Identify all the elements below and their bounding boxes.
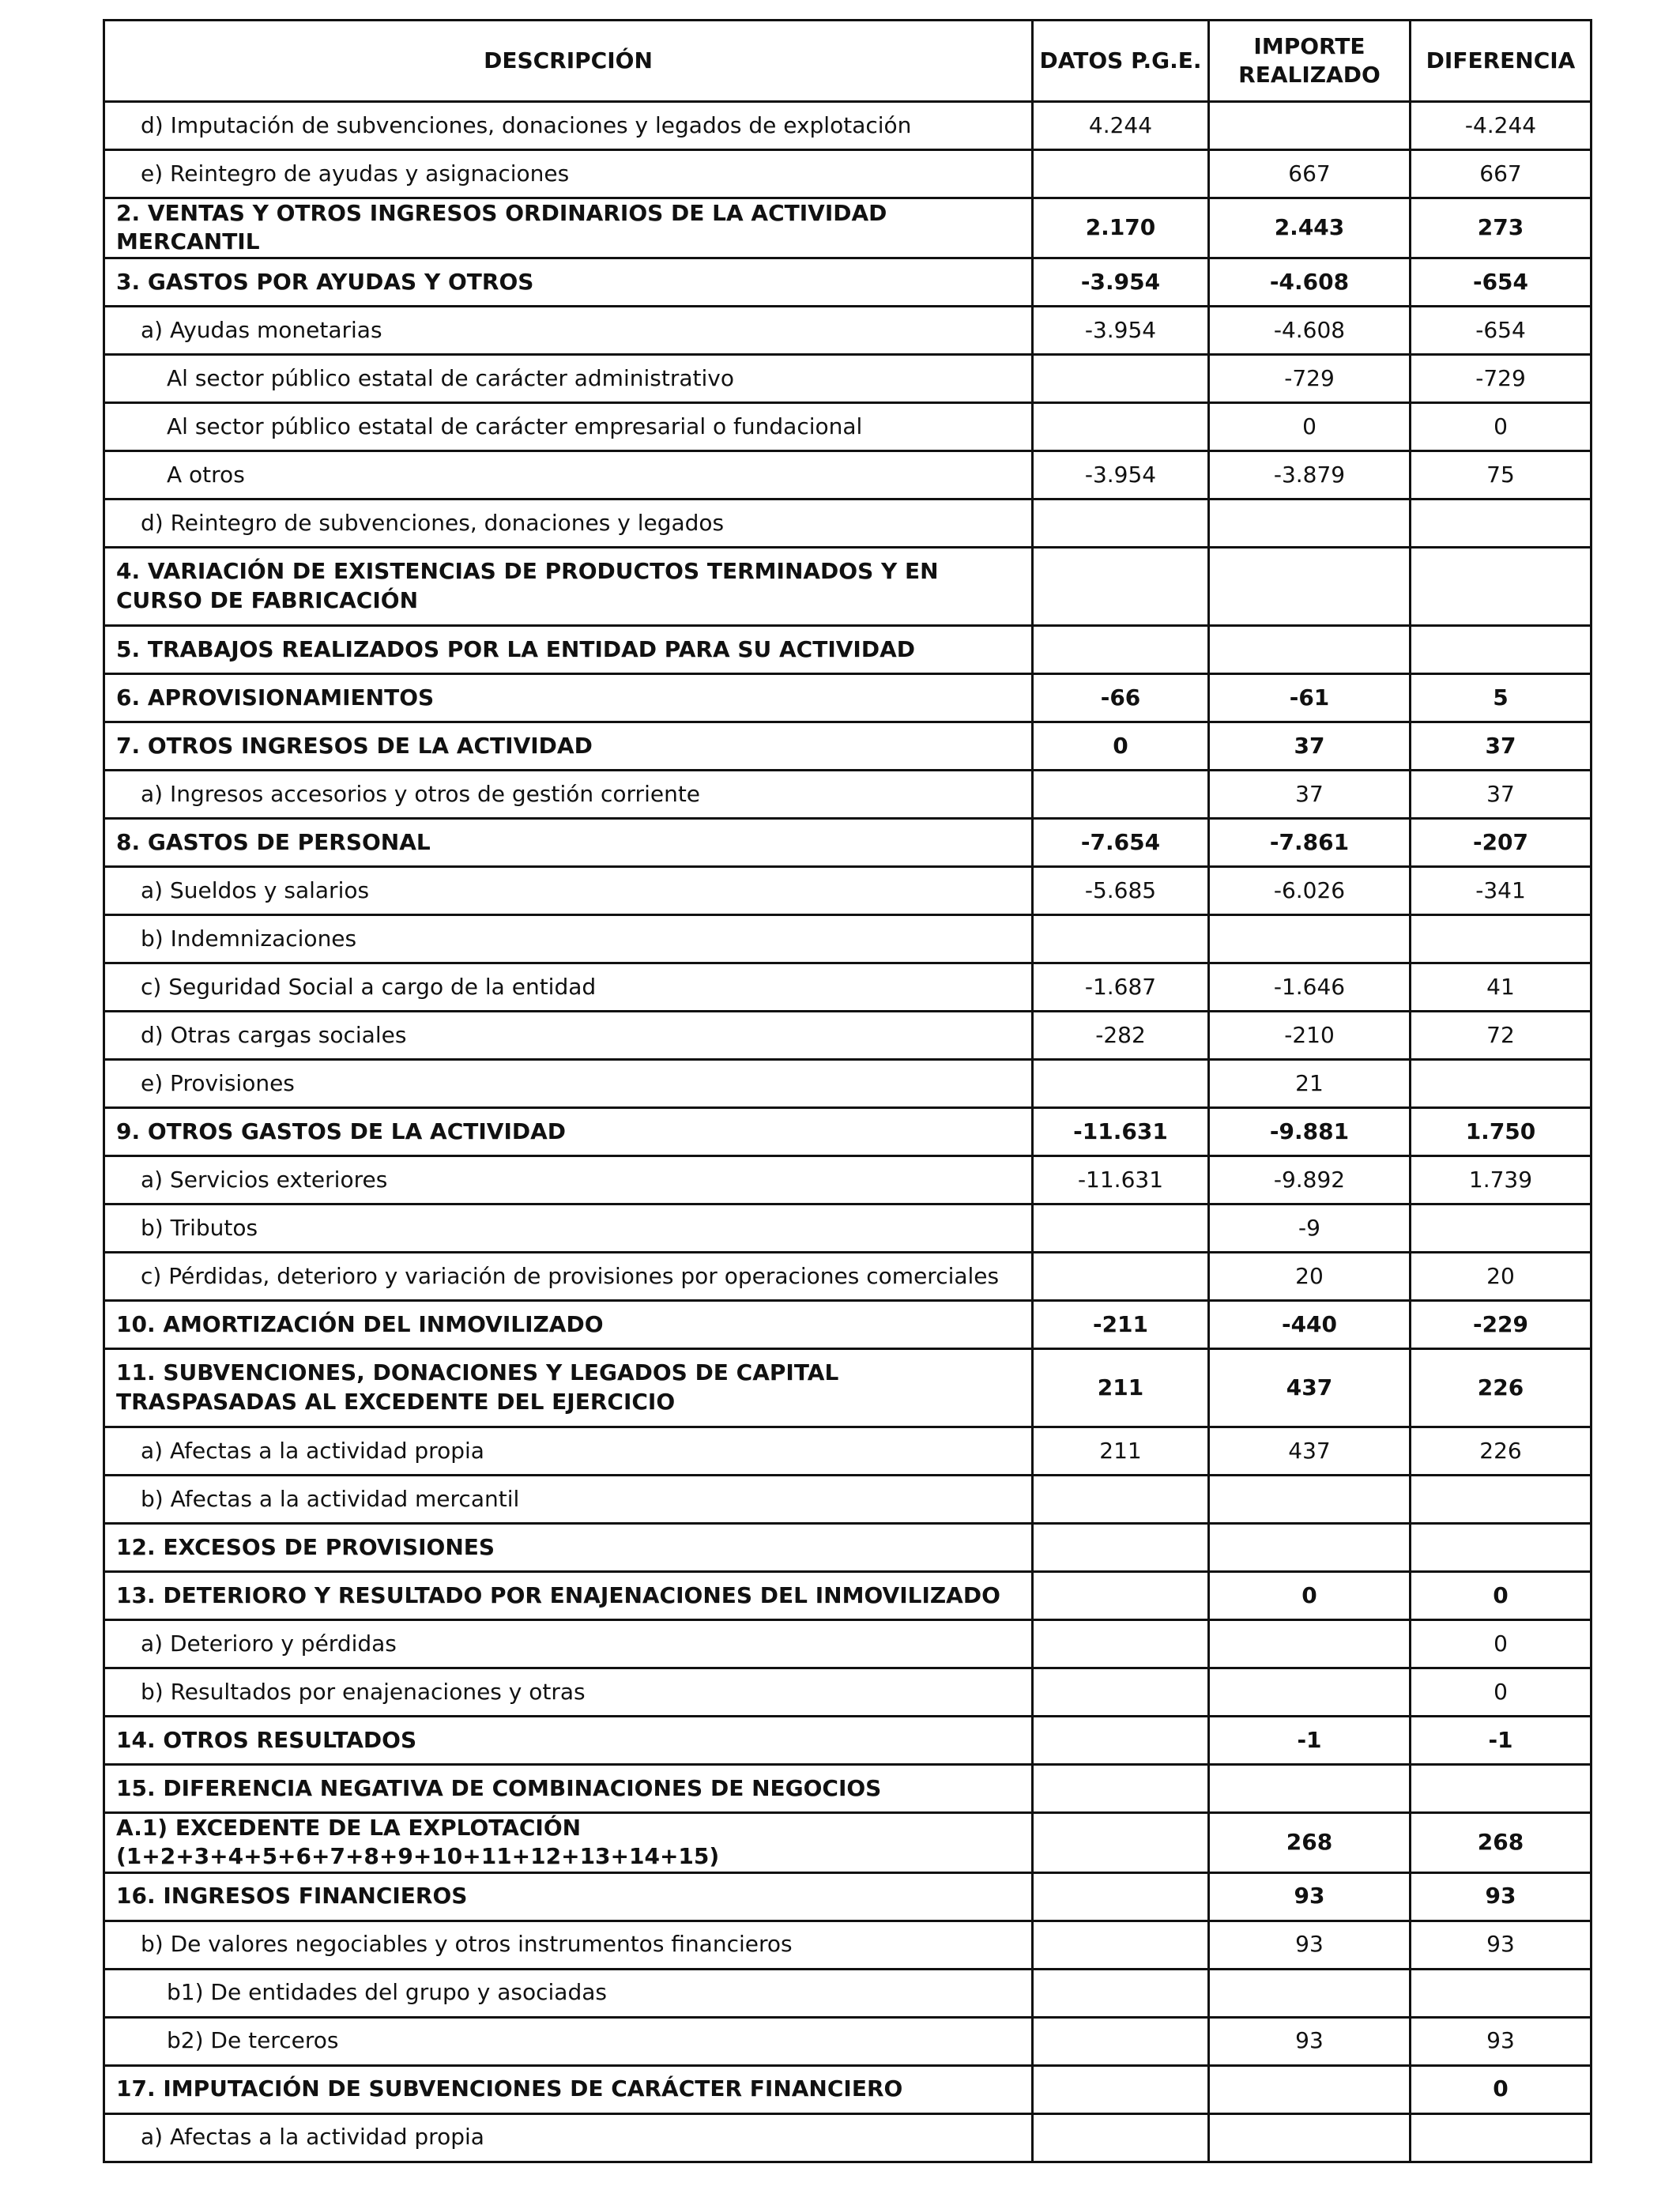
row-datos-pge xyxy=(1033,1716,1209,1764)
row-importe-realizado xyxy=(1209,547,1411,625)
row-diferencia: 75 xyxy=(1411,450,1591,499)
table-row xyxy=(104,306,1591,354)
table-row xyxy=(104,722,1591,770)
row-diferencia: 0 xyxy=(1411,2065,1591,2113)
row-importe-realizado: -9 xyxy=(1209,1204,1411,1252)
row-datos-pge xyxy=(1033,1764,1209,1812)
row-datos-pge xyxy=(1033,770,1209,818)
row-importe-realizado: -9.892 xyxy=(1209,1155,1411,1204)
row-diferencia: 37 xyxy=(1411,770,1591,818)
row-datos-pge xyxy=(1033,150,1209,198)
row-importe-realizado: -1 xyxy=(1209,1716,1411,1764)
row-importe-realizado xyxy=(1209,102,1411,150)
table-row xyxy=(104,2113,1591,2162)
row-importe-realizado xyxy=(1209,2065,1411,2113)
row-datos-pge xyxy=(1033,625,1209,673)
row-importe-realizado: -7.861 xyxy=(1209,818,1411,866)
row-datos-pge: -211 xyxy=(1033,1300,1209,1348)
row-description: b1) De entidades del grupo y asociadas xyxy=(104,1969,1033,2017)
row-importe-realizado xyxy=(1209,914,1411,963)
row-diferencia: 0 xyxy=(1411,1619,1591,1668)
row-importe-realizado: 0 xyxy=(1209,402,1411,450)
row-description: b) De valores negociables y otros instrumentos financieros xyxy=(104,1921,1033,1969)
row-description: b) Indemnizaciones xyxy=(104,914,1033,963)
row-diferencia xyxy=(1411,2113,1591,2162)
row-importe-realizado: 93 xyxy=(1209,1872,1411,1921)
row-importe-realizado: 268 xyxy=(1209,1812,1411,1872)
table-row xyxy=(104,1764,1591,1812)
row-importe-realizado: -61 xyxy=(1209,673,1411,722)
row-diferencia xyxy=(1411,1764,1591,1812)
row-description: 6. APROVISIONAMIENTOS xyxy=(104,673,1033,722)
table-row xyxy=(104,1348,1591,1427)
table-row xyxy=(104,2017,1591,2065)
row-importe-realizado: 21 xyxy=(1209,1059,1411,1107)
row-diferencia: 93 xyxy=(1411,1872,1591,1921)
row-diferencia: 41 xyxy=(1411,963,1591,1011)
row-description: 11. SUBVENCIONES, DONACIONES Y LEGADOS DE CAPITAL TRASPASADAS AL EXCEDENTE DEL EJERCICIO xyxy=(104,1348,1033,1427)
row-description: 7. OTROS INGRESOS DE LA ACTIVIDAD xyxy=(104,722,1033,770)
table-row xyxy=(104,1300,1591,1348)
row-description: b2) De terceros xyxy=(104,2017,1033,2065)
table-row xyxy=(104,198,1591,258)
table-row xyxy=(104,1812,1591,1872)
row-diferencia xyxy=(1411,547,1591,625)
table-row xyxy=(104,102,1591,150)
row-datos-pge xyxy=(1033,499,1209,547)
row-description: 5. TRABAJOS REALIZADOS POR LA ENTIDAD PARA SU ACTIVIDAD xyxy=(104,625,1033,673)
row-datos-pge xyxy=(1033,1252,1209,1300)
row-diferencia xyxy=(1411,1523,1591,1571)
row-importe-realizado xyxy=(1209,625,1411,673)
row-diferencia: 268 xyxy=(1411,1812,1591,1872)
row-importe-realizado: -4.608 xyxy=(1209,306,1411,354)
row-description: b) Resultados por enajenaciones y otras xyxy=(104,1668,1033,1716)
row-importe-realizado: 0 xyxy=(1209,1571,1411,1619)
row-importe-realizado xyxy=(1209,1764,1411,1812)
row-importe-realizado: 37 xyxy=(1209,722,1411,770)
row-datos-pge xyxy=(1033,2017,1209,2065)
row-datos-pge: -5.685 xyxy=(1033,866,1209,914)
row-importe-realizado: 93 xyxy=(1209,1921,1411,1969)
row-description: 8. GASTOS DE PERSONAL xyxy=(104,818,1033,866)
row-diferencia: -1 xyxy=(1411,1716,1591,1764)
row-diferencia xyxy=(1411,1475,1591,1523)
table-row xyxy=(104,354,1591,402)
row-datos-pge: -11.631 xyxy=(1033,1107,1209,1155)
row-datos-pge xyxy=(1033,1969,1209,2017)
row-diferencia: -654 xyxy=(1411,258,1591,306)
row-diferencia xyxy=(1411,499,1591,547)
table-row xyxy=(104,1475,1591,1523)
row-description: 12. EXCESOS DE PROVISIONES xyxy=(104,1523,1033,1571)
row-datos-pge xyxy=(1033,1571,1209,1619)
row-datos-pge: -3.954 xyxy=(1033,258,1209,306)
row-description: c) Pérdidas, deterioro y variación de provisiones por operaciones comerciales xyxy=(104,1252,1033,1300)
row-diferencia: 0 xyxy=(1411,402,1591,450)
row-datos-pge: -3.954 xyxy=(1033,450,1209,499)
row-description: d) Imputación de subvenciones, donaciones y legados de explotación xyxy=(104,102,1033,150)
table-row xyxy=(104,402,1591,450)
row-datos-pge: -7.654 xyxy=(1033,818,1209,866)
row-datos-pge xyxy=(1033,354,1209,402)
row-datos-pge: 2.170 xyxy=(1033,198,1209,258)
row-datos-pge: 211 xyxy=(1033,1427,1209,1475)
row-datos-pge: 211 xyxy=(1033,1348,1209,1427)
header-datos-pge: DATOS P.G.E. xyxy=(1033,21,1209,102)
row-diferencia xyxy=(1411,914,1591,963)
row-description: 10. AMORTIZACIÓN DEL INMOVILIZADO xyxy=(104,1300,1033,1348)
row-diferencia: -654 xyxy=(1411,306,1591,354)
row-diferencia: 0 xyxy=(1411,1571,1591,1619)
table-row xyxy=(104,1059,1591,1107)
row-diferencia: 1.739 xyxy=(1411,1155,1591,1204)
row-importe-realizado: 667 xyxy=(1209,150,1411,198)
row-diferencia: -729 xyxy=(1411,354,1591,402)
row-datos-pge: -3.954 xyxy=(1033,306,1209,354)
income-statement-table xyxy=(103,19,1592,2163)
table-row xyxy=(104,770,1591,818)
row-description: a) Ingresos accesorios y otros de gestión corriente xyxy=(104,770,1033,818)
row-datos-pge xyxy=(1033,914,1209,963)
row-diferencia: -4.244 xyxy=(1411,102,1591,150)
row-datos-pge xyxy=(1033,2113,1209,2162)
row-description: b) Tributos xyxy=(104,1204,1033,1252)
row-importe-realizado xyxy=(1209,1619,1411,1668)
table-row xyxy=(104,914,1591,963)
table-row xyxy=(104,547,1591,625)
row-description: 14. OTROS RESULTADOS xyxy=(104,1716,1033,1764)
row-importe-realizado xyxy=(1209,1668,1411,1716)
table-row xyxy=(104,1716,1591,1764)
table-row xyxy=(104,1619,1591,1668)
row-datos-pge xyxy=(1033,1059,1209,1107)
row-description: a) Sueldos y salarios xyxy=(104,866,1033,914)
row-description: Al sector público estatal de carácter administrativo xyxy=(104,354,1033,402)
table-header-row xyxy=(104,21,1591,102)
row-datos-pge xyxy=(1033,1523,1209,1571)
table-row xyxy=(104,1155,1591,1204)
table-row xyxy=(104,1107,1591,1155)
row-datos-pge: -11.631 xyxy=(1033,1155,1209,1204)
table-row xyxy=(104,866,1591,914)
row-importe-realizado: 93 xyxy=(1209,2017,1411,2065)
table-row xyxy=(104,1427,1591,1475)
row-diferencia: 273 xyxy=(1411,198,1591,258)
row-description: e) Provisiones xyxy=(104,1059,1033,1107)
row-description: c) Seguridad Social a cargo de la entidad xyxy=(104,963,1033,1011)
row-diferencia: 93 xyxy=(1411,1921,1591,1969)
row-description: 17. IMPUTACIÓN DE SUBVENCIONES DE CARÁCTER FINANCIERO xyxy=(104,2065,1033,2113)
row-importe-realizado: -9.881 xyxy=(1209,1107,1411,1155)
row-importe-realizado: 37 xyxy=(1209,770,1411,818)
table-row xyxy=(104,1252,1591,1300)
row-description: 16. INGRESOS FINANCIEROS xyxy=(104,1872,1033,1921)
row-description: 9. OTROS GASTOS DE LA ACTIVIDAD xyxy=(104,1107,1033,1155)
row-description: 2. VENTAS Y OTROS INGRESOS ORDINARIOS DE LA ACTIVIDAD MERCANTIL xyxy=(104,198,1033,258)
table-row xyxy=(104,499,1591,547)
table-row xyxy=(104,1571,1591,1619)
table-row xyxy=(104,258,1591,306)
row-description: e) Reintegro de ayudas y asignaciones xyxy=(104,150,1033,198)
row-description: A.1) EXCEDENTE DE LA EXPLOTACIÓN (1+2+3+4+5+6+7+8+9+10+11+12+13+14+15) xyxy=(104,1812,1033,1872)
row-description: 15. DIFERENCIA NEGATIVA DE COMBINACIONES DE NEGOCIOS xyxy=(104,1764,1033,1812)
row-importe-realizado: -4.608 xyxy=(1209,258,1411,306)
table-row xyxy=(104,625,1591,673)
row-diferencia xyxy=(1411,625,1591,673)
table-row xyxy=(104,450,1591,499)
row-importe-realizado xyxy=(1209,1969,1411,2017)
row-importe-realizado: 20 xyxy=(1209,1252,1411,1300)
table-row xyxy=(104,1523,1591,1571)
row-datos-pge: -1.687 xyxy=(1033,963,1209,1011)
row-diferencia: 72 xyxy=(1411,1011,1591,1059)
header-importe-realizado: IMPORTE REALIZADO xyxy=(1209,21,1411,102)
row-diferencia xyxy=(1411,1969,1591,2017)
row-datos-pge: -282 xyxy=(1033,1011,1209,1059)
row-diferencia: 5 xyxy=(1411,673,1591,722)
row-datos-pge xyxy=(1033,547,1209,625)
row-diferencia: 1.750 xyxy=(1411,1107,1591,1155)
table-row xyxy=(104,1668,1591,1716)
table-row xyxy=(104,1204,1591,1252)
row-diferencia: 20 xyxy=(1411,1252,1591,1300)
row-description: d) Reintegro de subvenciones, donaciones y legados xyxy=(104,499,1033,547)
row-diferencia: 226 xyxy=(1411,1348,1591,1427)
table-row xyxy=(104,1872,1591,1921)
row-importe-realizado xyxy=(1209,1475,1411,1523)
row-description: d) Otras cargas sociales xyxy=(104,1011,1033,1059)
row-datos-pge xyxy=(1033,1921,1209,1969)
row-diferencia: -341 xyxy=(1411,866,1591,914)
row-diferencia: -207 xyxy=(1411,818,1591,866)
row-diferencia: 226 xyxy=(1411,1427,1591,1475)
row-datos-pge xyxy=(1033,1475,1209,1523)
table-row xyxy=(104,1921,1591,1969)
row-datos-pge xyxy=(1033,1204,1209,1252)
row-datos-pge xyxy=(1033,1872,1209,1921)
row-importe-realizado: -6.026 xyxy=(1209,866,1411,914)
table-row xyxy=(104,2065,1591,2113)
table-row xyxy=(104,1969,1591,2017)
row-datos-pge: -66 xyxy=(1033,673,1209,722)
row-diferencia: -229 xyxy=(1411,1300,1591,1348)
row-description: a) Afectas a la actividad propia xyxy=(104,2113,1033,2162)
row-importe-realizado xyxy=(1209,1523,1411,1571)
row-diferencia: 0 xyxy=(1411,1668,1591,1716)
row-importe-realizado: 2.443 xyxy=(1209,198,1411,258)
row-importe-realizado: -210 xyxy=(1209,1011,1411,1059)
row-diferencia: 93 xyxy=(1411,2017,1591,2065)
table-row xyxy=(104,150,1591,198)
row-description: a) Servicios exteriores xyxy=(104,1155,1033,1204)
row-diferencia: 667 xyxy=(1411,150,1591,198)
row-importe-realizado: 437 xyxy=(1209,1348,1411,1427)
table-row xyxy=(104,1011,1591,1059)
row-importe-realizado: -3.879 xyxy=(1209,450,1411,499)
row-importe-realizado: -1.646 xyxy=(1209,963,1411,1011)
row-importe-realizado: 437 xyxy=(1209,1427,1411,1475)
row-description: Al sector público estatal de carácter empresarial o fundacional xyxy=(104,402,1033,450)
row-importe-realizado: -440 xyxy=(1209,1300,1411,1348)
row-description: 4. VARIACIÓN DE EXISTENCIAS DE PRODUCTOS TERMINADOS Y EN CURSO DE FABRICACIÓN xyxy=(104,547,1033,625)
row-description: a) Afectas a la actividad propia xyxy=(104,1427,1033,1475)
row-diferencia xyxy=(1411,1204,1591,1252)
row-datos-pge: 0 xyxy=(1033,722,1209,770)
row-datos-pge xyxy=(1033,2065,1209,2113)
row-diferencia xyxy=(1411,1059,1591,1107)
row-datos-pge xyxy=(1033,1812,1209,1872)
row-description: b) Afectas a la actividad mercantil xyxy=(104,1475,1033,1523)
row-description: a) Deterioro y pérdidas xyxy=(104,1619,1033,1668)
row-description: 13. DETERIORO Y RESULTADO POR ENAJENACIONES DEL INMOVILIZADO xyxy=(104,1571,1033,1619)
row-datos-pge xyxy=(1033,402,1209,450)
row-description: 3. GASTOS POR AYUDAS Y OTROS xyxy=(104,258,1033,306)
row-datos-pge: 4.244 xyxy=(1033,102,1209,150)
table-row xyxy=(104,673,1591,722)
row-importe-realizado: -729 xyxy=(1209,354,1411,402)
row-datos-pge xyxy=(1033,1668,1209,1716)
row-description: a) Ayudas monetarias xyxy=(104,306,1033,354)
header-diferencia: DIFERENCIA xyxy=(1411,21,1591,102)
row-importe-realizado xyxy=(1209,499,1411,547)
row-description: A otros xyxy=(104,450,1033,499)
table-row xyxy=(104,963,1591,1011)
row-importe-realizado xyxy=(1209,2113,1411,2162)
header-descripcion: DESCRIPCIÓN xyxy=(104,21,1033,102)
row-datos-pge xyxy=(1033,1619,1209,1668)
row-diferencia: 37 xyxy=(1411,722,1591,770)
table-row xyxy=(104,818,1591,866)
